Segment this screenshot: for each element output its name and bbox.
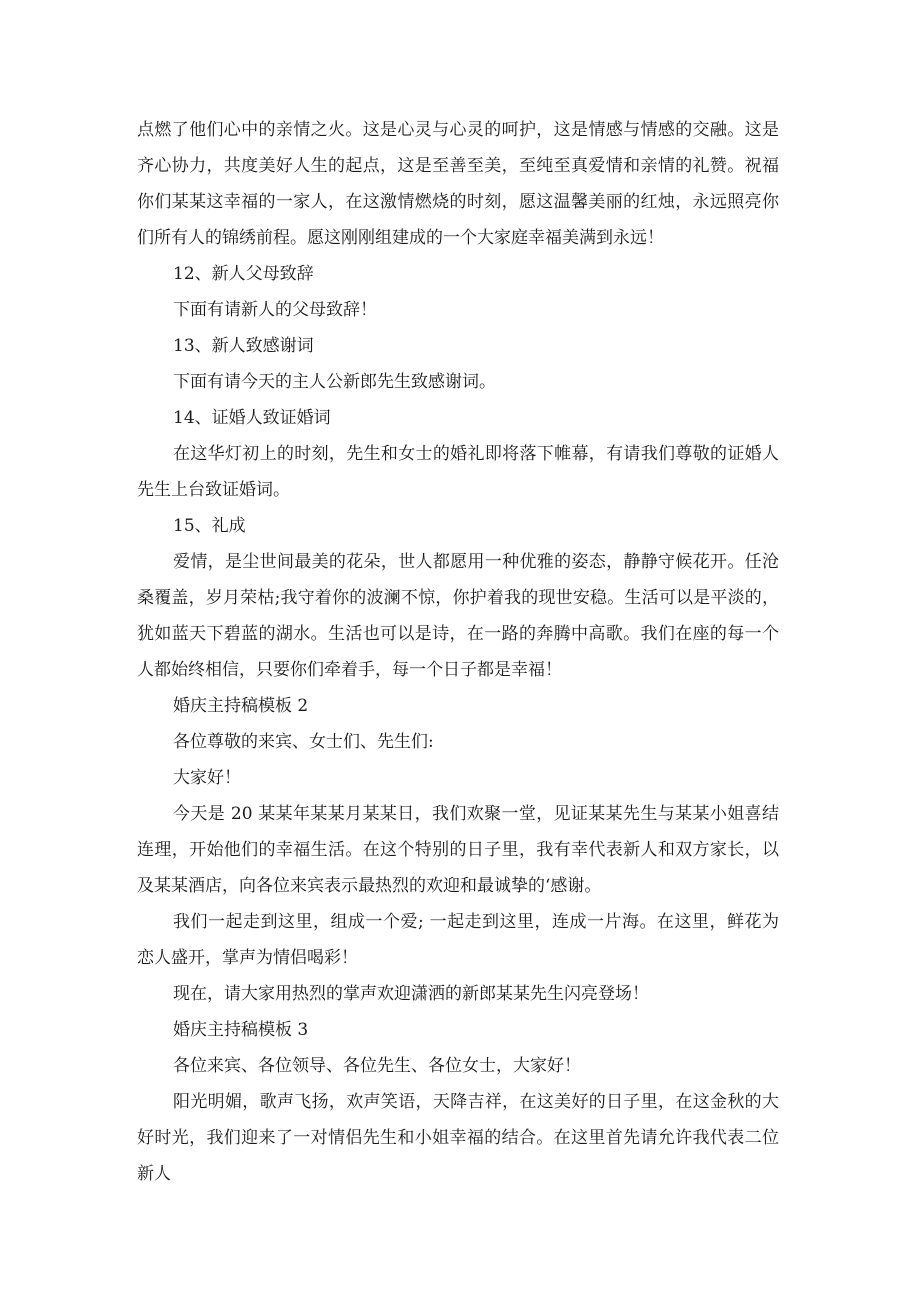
paragraph-witness-speech: 在这华灯初上的时刻，先生和女士的婚礼即将落下帷幕，有请我们尊敬的证婚人先生上台致证婚词。	[137, 444, 779, 500]
paragraph-wedding-date: 今天是 20 某某年某某月某某日，我们欢聚一堂，见证某某先生与某某小姐喜结连理，开始他们的幸福生活。在这个特别的日子里，我有幸代表新人和双方家长，以及某某酒店，向各位来宾表示最热烈的欢迎和最诚挚的‘感谢。	[137, 804, 779, 896]
paragraph-welcome-groom: 现在，请大家用热烈的掌声欢迎潇洒的新郎某某先生闪亮登场！	[173, 984, 649, 1004]
section-heading-parents-speech: 12、新人父母致辞	[173, 264, 314, 284]
paragraph-parents-speech: 下面有请新人的父母致辞！	[173, 300, 377, 320]
paragraph-blessing-continued: 点燃了他们心中的亲情之火。这是心灵与心灵的呵护，这是情感与情感的交融。这是齐心协力，共度美好人生的起点，这是至善至美，至纯至真爱情和亲情的礼赞。祝福你们某某这幸福的一家人，在这激情燃烧的时刻，愿这温馨美丽的红烛，永远照亮你们所有人的锦绣前程。愿这刚刚组建成的一个大家庭幸福美满到永远！	[137, 120, 779, 248]
document-page	[137, 112, 779, 1192]
paragraph-sunny-day: 阳光明媚，歌声飞扬，欢声笑语，天降吉祥，在这美好的日子里，在这金秋的大好时光，我们迎来了一对情侣先生和小姐幸福的结合。在这里首先请允许我代表二位新人	[137, 1092, 779, 1184]
template-heading-3: 婚庆主持稿模板 3	[173, 1020, 309, 1040]
section-heading-witness-speech: 14、证婚人致证婚词	[173, 408, 331, 428]
section-heading-ceremony-complete: 15、礼成	[173, 516, 246, 536]
paragraph-thanks-speech: 下面有请今天的主人公新郎先生致感谢词。	[173, 372, 496, 392]
paragraph-together: 我们一起走到这里，组成一个爱; 一起走到这里，连成一片海。在这里，鲜花为恋人盛开，掌声为情侣喝彩！	[137, 912, 779, 968]
section-heading-thanks-speech: 13、新人致感谢词	[173, 336, 314, 356]
template-heading-2: 婚庆主持稿模板 2	[173, 696, 309, 716]
paragraph-greeting-guests: 各位尊敬的来宾、女士们、先生们:	[173, 732, 434, 752]
paragraph-hello-everyone: 大家好！	[173, 768, 241, 788]
paragraph-greeting-all: 各位来宾、各位领导、各位先生、各位女士，大家好！	[173, 1056, 581, 1076]
paragraph-love-poem: 爱情，是尘世间最美的花朵，世人都愿用一种优雅的姿态，静静守候花开。任沧桑覆盖，岁月荣枯;我守着你的波澜不惊，你护着我的现世安稳。生活可以是平淡的，犹如蓝天下碧蓝的湖水。生活也可以是诗，在一路的奔腾中高歌。我们在座的每一个人都始终相信，只要你们牵着手，每一个日子都是幸福！	[137, 552, 779, 680]
